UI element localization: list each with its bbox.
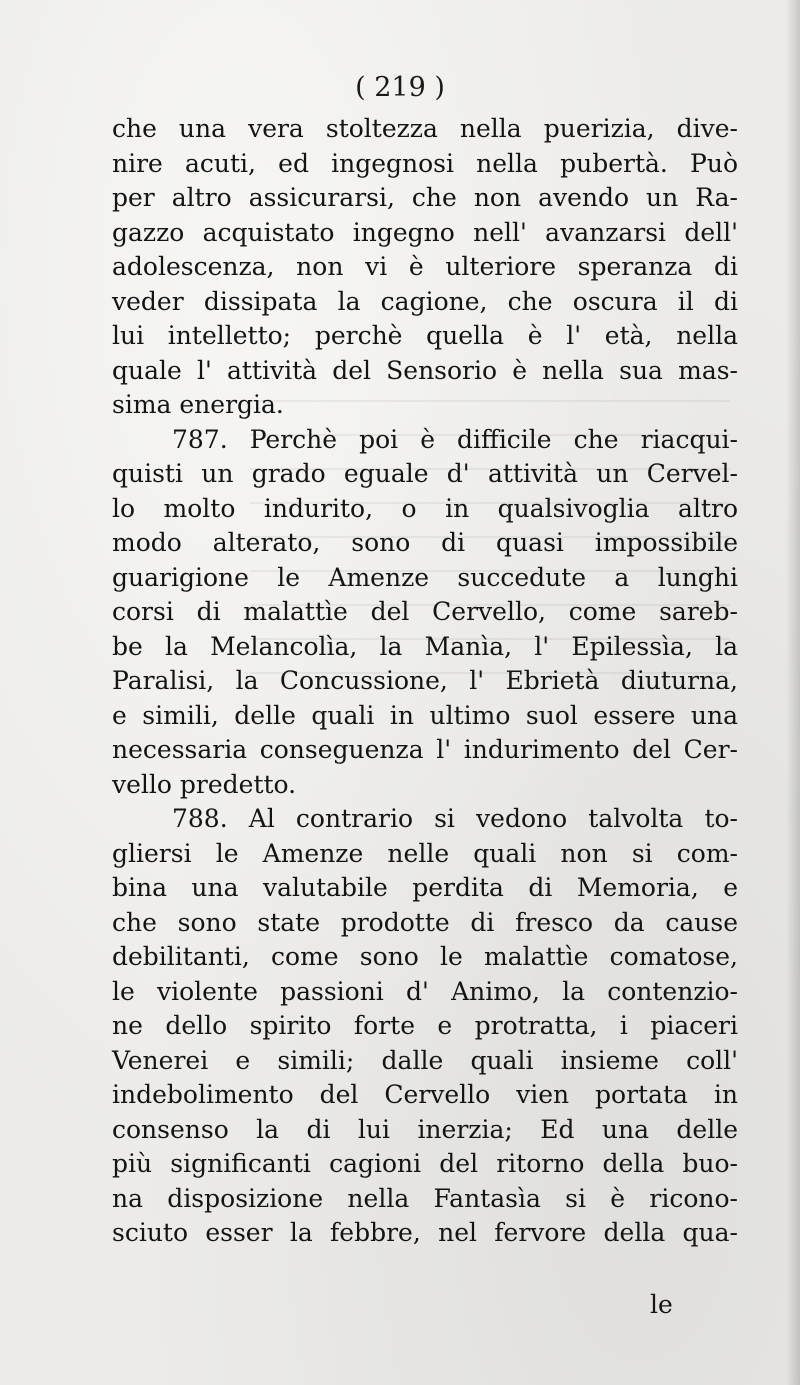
text-line: gazzo acquistato ingegno nell' avanzarsi dell' [112,217,738,247]
text-line: che una vera stoltezza nella puerizia, dive- [112,114,738,143]
text-line: e simili, delle quali in ultimo suol essere una [112,700,738,730]
text-line: gliersi le Amenze nelle quali non si com- [112,838,738,868]
text-line: adolescenza, non vi è ulteriore speranza di [112,252,738,281]
text-line: modo alterato, sono di quasi impossibile [112,528,738,557]
text-line: sima energia. [112,390,284,419]
text-line: bina una valutabile perdita di Memoria, e [112,873,738,902]
text-line: Venerei e simili; dalle quali insieme coll' [112,1045,738,1075]
text-line: lui intelletto; perchè quella è l' età, nella [112,321,738,350]
text-line: be la Melancolìa, la Manìa, l' Epilessìa, la [112,631,738,661]
text-line: consenso la di lui inerzia; Ed una delle [112,1114,738,1144]
text-line: necessaria conseguenza l' indurimento del Cer- [112,735,738,764]
text-line: lo molto indurito, o in qualsivoglia altro [112,493,738,523]
text-line: corsi di malattìe del Cervello, come sareb- [112,597,738,626]
text-line: debilitanti, come sono le malattìe comatose, [112,942,738,971]
paragraph-787-start: 787. Perchè poi è difficile che riacqui- [172,424,738,454]
text-line: sciuto esser la febbre, nel fervore della qua- [112,1218,738,1247]
text-line: na disposizione nella Fantasìa si è ricono- [112,1183,738,1213]
text-line: Paralisi, la Concussione, l' Ebrietà diuturna, [112,666,738,695]
text-line: per altro assicurarsi, che non avendo un Ra- [112,183,738,212]
text-line: guarigione le Amenze succedute a lunghi [112,562,738,592]
page-number-header: ( 219 ) [355,72,445,103]
catchword: le [650,1290,673,1319]
text-line: quale l' attività del Sensorio è nella sua mas- [112,355,738,385]
text-line: quisti un grado eguale d' attività un Cervel- [112,459,738,488]
text-line: nire acuti, ed ingegnosi nella pubertà. Può [112,148,738,178]
text-line: più significanti cagioni del ritorno della buo- [112,1149,738,1178]
page-edge-shadow [786,0,800,1385]
text-line: indebolimento del Cervello vien portata in [112,1080,738,1109]
text-line: vello predetto. [112,769,297,799]
text-line: ne dello spirito forte e protratta, i piaceri [112,1011,738,1040]
body-text [112,112,738,1251]
text-line: le violente passioni d' Animo, la contenzio- [112,976,738,1006]
text-line: veder dissipata la cagione, che oscura il di [112,286,738,316]
text-line: che sono state prodotte di fresco da cause [112,907,738,937]
paragraph-788-start: 788. Al contrario si vedono talvolta to- [172,804,738,833]
